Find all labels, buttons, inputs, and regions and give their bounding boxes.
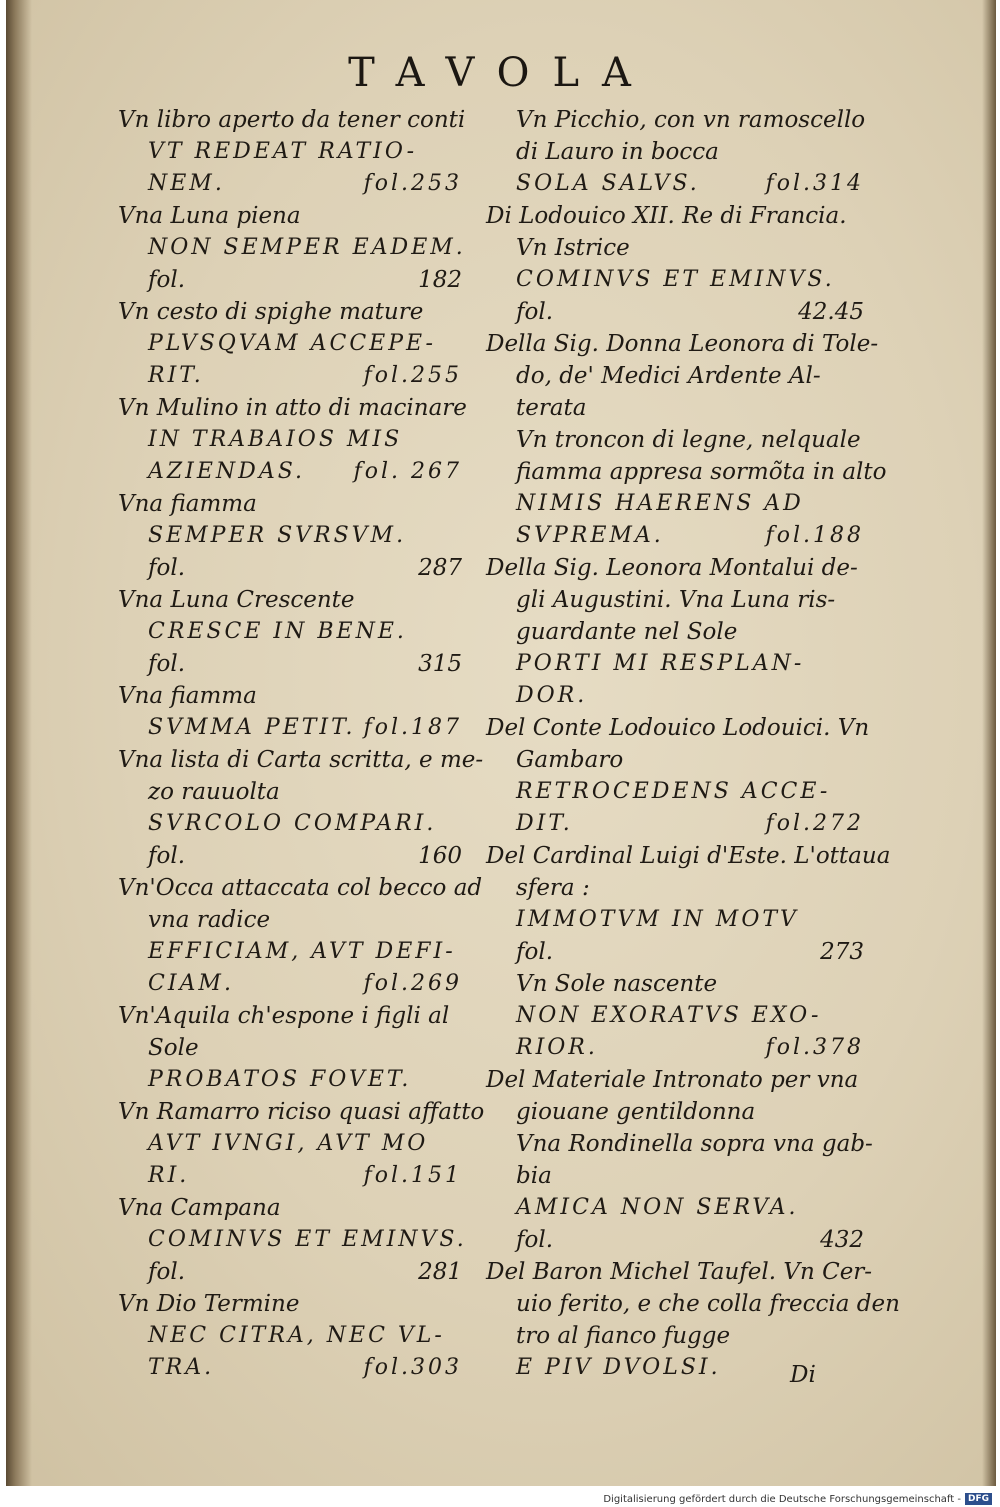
index-line-text: Vna Luna Crescente [118, 587, 355, 613]
folio-reference: 160 [418, 843, 462, 869]
index-line-text: Vna Campana [118, 1195, 281, 1221]
index-line-text: Vna fiamma [118, 683, 257, 709]
index-line [118, 1128, 462, 1160]
folio-reference: fol.188 [765, 523, 864, 548]
index-line [118, 424, 462, 456]
index-line-text: Del Baron Michel Taufel. Vn Cer- [486, 1259, 873, 1285]
index-line-text: SVRCOLO COMPARI. [148, 811, 437, 836]
folio-reference: fol.272 [765, 811, 864, 836]
index-line-text: Del Cardinal Luigi d'Este. L'ottaua [486, 843, 891, 869]
index-line-text: RETROCEDENS ACCE- [516, 779, 831, 804]
index-line-text: RIOR. [516, 1035, 598, 1060]
index-line-text: Vn Ramarro ricisо quasi affatto [118, 1099, 485, 1125]
index-line [118, 200, 462, 232]
index-line-text: Vn'Occa attaccata col becco ad [118, 875, 483, 901]
index-line-text: di Lauro in bocca [516, 139, 719, 165]
index-line [486, 104, 864, 136]
index-line [118, 456, 462, 488]
index-line-text: CIAM. [148, 971, 234, 996]
index-line-text: Della Sig. Leonora Montalui de- [486, 555, 858, 581]
index-line-text: fol. [148, 555, 186, 581]
index-line-text: VT REDEAT RATIO- [148, 139, 418, 164]
index-line [486, 488, 864, 520]
index-line [486, 1320, 864, 1352]
folio-reference: fol.187 [363, 715, 462, 740]
index-line [118, 872, 483, 904]
index-line [486, 872, 864, 904]
index-line-text: guardante nel Sole [516, 619, 738, 645]
index-line-text: NON SEMPER EADEM. [148, 235, 466, 260]
index-line [118, 136, 462, 168]
index-line-text: fol. [148, 1259, 186, 1285]
index-line-text: terata [516, 395, 587, 421]
index-line-text: bia [516, 1163, 552, 1189]
index-line [486, 808, 864, 840]
folio-reference: fol.378 [765, 1035, 864, 1060]
index-line [118, 392, 467, 424]
index-line [486, 840, 891, 872]
index-line [118, 616, 462, 648]
index-line-text: Vn cesto di spighe mature [118, 299, 424, 325]
index-line [118, 1096, 485, 1128]
index-line-text: AVT IVNGI, AVT MO [148, 1131, 429, 1156]
index-line-text: sfera : [516, 875, 590, 901]
index-line [118, 744, 484, 776]
index-line-text: Di Lodouico XII. Re di Francia. [486, 203, 847, 229]
index-line-text: PROBATOS FOVET. [148, 1067, 412, 1092]
index-line [118, 168, 462, 200]
index-line-text: Vn Dio Termine [118, 1291, 300, 1317]
index-line-text: SVPREMA. [516, 523, 664, 548]
index-line-text: RIT. [148, 363, 204, 388]
index-line [486, 648, 864, 680]
index-line-text: DIT. [516, 811, 573, 836]
index-line [486, 776, 864, 808]
index-line [486, 1288, 900, 1320]
catchword: Di [790, 1362, 816, 1388]
index-line-text: DOR. [516, 683, 588, 708]
index-line-text: Della Sig. Donna Leonora di Tole- [486, 331, 879, 357]
index-line [118, 1160, 462, 1192]
index-line-text: NON EXORATVS EXO- [516, 1003, 822, 1028]
index-line [486, 904, 864, 936]
index-line-text: zo rauuolta [148, 779, 280, 805]
index-line [118, 936, 462, 968]
index-line [118, 552, 462, 584]
index-line-text: Vna Luna piena [118, 203, 301, 229]
index-line [118, 808, 462, 840]
index-line [118, 520, 462, 552]
folio-reference: fol.255 [363, 363, 462, 388]
index-line-text: Vn libro aperto da tener conti [118, 107, 466, 133]
index-line-text: uio ferito, e che colla freccia den [516, 1291, 900, 1317]
folio-reference: 42.45 [798, 299, 864, 325]
folio-reference: fol.303 [363, 1355, 462, 1380]
index-line-text: SVMMA PETIT. [148, 715, 356, 740]
index-line-text: fiamma appresa sormõta in alto [516, 459, 887, 485]
index-line [486, 200, 864, 232]
index-line [486, 680, 864, 712]
index-line [486, 520, 864, 552]
index-line [118, 488, 462, 520]
index-line-text: gli Augustini. Vna Luna ris- [516, 587, 836, 613]
index-line-text: Vn Picchio, con vn ramoscello [516, 107, 866, 133]
index-line [486, 712, 870, 744]
digitization-footer [603, 1493, 992, 1505]
index-line-text: AZIENDAS. [148, 459, 305, 484]
index-line [486, 328, 879, 360]
left-column [118, 104, 485, 1384]
index-line-text: fol. [516, 939, 554, 965]
index-line [486, 392, 864, 424]
index-line-text: Vna Rondinella sopra vna gab- [516, 1131, 873, 1157]
folio-reference: fol.151 [363, 1163, 462, 1188]
index-line-text: fol. [148, 651, 186, 677]
index-line-text: NEC CITRA, NEC VL- [148, 1323, 445, 1348]
index-line-text: fol. [516, 1227, 554, 1253]
index-line [486, 456, 887, 488]
index-line [486, 1160, 864, 1192]
index-line-text: Vn troncon di legne, nelquale [516, 427, 861, 453]
index-line [486, 744, 864, 776]
index-line-text: COMINVS ET EMINVS. [148, 1227, 467, 1252]
index-line [486, 1256, 873, 1288]
index-line [118, 1320, 462, 1352]
footer-text: Digitalisierung gefördert durch die Deutsche Forschungsgemeinschaft - [603, 1493, 961, 1505]
index-line-text: giouane gentildonna [516, 1099, 756, 1125]
index-line-text: EFFICIAM, AVT DEFI- [148, 939, 456, 964]
page-header: TAVOLA [348, 50, 654, 96]
folio-reference: fol. 267 [353, 459, 462, 484]
index-line-text: E PIV DVOLSI. [516, 1355, 721, 1380]
index-line [118, 712, 462, 744]
folio-reference: 287 [418, 555, 462, 581]
folio-reference: fol.314 [765, 171, 864, 196]
index-line-text: SEMPER SVRSVM. [148, 523, 407, 548]
page-gutter-shadow [6, 0, 32, 1486]
index-line [118, 1032, 462, 1064]
index-line-text: Vn Istrice [516, 235, 630, 261]
index-line [118, 904, 462, 936]
index-line-text: fol. [516, 299, 554, 325]
index-line [118, 648, 462, 680]
index-line-text: TRA. [148, 1355, 215, 1380]
index-line-text: do, de' Medici Ardente Al- [516, 363, 821, 389]
index-line-text: NIMIS HAERENS AD [516, 491, 804, 516]
index-line [118, 1000, 462, 1032]
index-line [118, 360, 462, 392]
folio-reference: 281 [418, 1259, 462, 1285]
index-line-text: vna radice [148, 907, 271, 933]
index-line [118, 328, 462, 360]
index-line [118, 264, 462, 296]
index-line [486, 360, 864, 392]
index-line [486, 1096, 864, 1128]
index-line [486, 296, 864, 328]
index-line [118, 232, 466, 264]
index-line-text: IN TRABAIOS MIS [148, 427, 403, 452]
folio-reference: 432 [820, 1227, 864, 1253]
index-line [486, 968, 864, 1000]
index-line-text: tro al fianco fugge [516, 1323, 731, 1349]
index-line-text: Vna lista di Carta scritta, e me- [118, 747, 484, 773]
right-column [486, 104, 900, 1384]
index-line-text: Vn Mulino in atto di macinare [118, 395, 467, 421]
index-line [118, 1352, 462, 1384]
index-line-text: Gambaro [516, 747, 624, 773]
index-line-text: PLVSQVAM ACCEPE- [148, 331, 436, 356]
index-line-text: SOLA SALVS. [516, 171, 700, 196]
index-line [118, 1064, 462, 1096]
index-line [486, 616, 864, 648]
index-line [118, 680, 462, 712]
folio-reference: 273 [820, 939, 864, 965]
index-line-text: fol. [148, 267, 186, 293]
index-line [486, 552, 864, 584]
folio-reference: 182 [418, 267, 462, 293]
index-line [118, 1192, 462, 1224]
index-line [486, 424, 864, 456]
book-page [6, 0, 996, 1486]
index-line [486, 1000, 864, 1032]
index-line-text: COMINVS ET EMINVS. [516, 267, 835, 292]
index-line [118, 104, 466, 136]
index-line [486, 136, 864, 168]
page-edge-shadow [982, 0, 996, 1486]
index-line-text: Sole [148, 1035, 199, 1061]
index-line [118, 296, 462, 328]
index-line [486, 1032, 864, 1064]
index-line [486, 264, 864, 296]
index-line [486, 232, 864, 264]
index-line [486, 1224, 864, 1256]
index-line [486, 1064, 864, 1096]
index-line-text: PORTI MI RESPLAN- [516, 651, 805, 676]
index-line [118, 1256, 462, 1288]
index-line-text: RI. [148, 1163, 190, 1188]
dfg-logo: DFG [965, 1493, 992, 1505]
folio-reference: 315 [418, 651, 462, 677]
index-line-text: AMICA NON SERVA. [516, 1195, 799, 1220]
index-line-text: Vn Sole nascente [516, 971, 718, 997]
index-line-text: IMMOTVM IN MOTV [516, 907, 799, 932]
index-line-text: Del Materiale Intronato per vna [486, 1067, 859, 1093]
index-line [118, 776, 462, 808]
index-line [118, 584, 462, 616]
index-line [118, 968, 462, 1000]
index-line-text: NEM. [148, 171, 225, 196]
index-line [486, 168, 864, 200]
index-line-text: CRESCE IN BENE. [148, 619, 407, 644]
index-line-text: fol. [148, 843, 186, 869]
index-line [118, 840, 462, 872]
folio-reference: fol.269 [363, 971, 462, 996]
index-line [486, 936, 864, 968]
index-line-text: Vn'Aquila ch'espone i figli al [118, 1003, 450, 1029]
index-line [486, 1192, 864, 1224]
index-line-text: Del Conte Lodouico Lodouici. Vn [486, 715, 870, 741]
index-line [118, 1224, 467, 1256]
folio-reference: fol.253 [363, 171, 462, 196]
index-line [486, 584, 864, 616]
index-line [486, 1128, 873, 1160]
index-line-text: Vna fiamma [118, 491, 257, 517]
index-line [118, 1288, 462, 1320]
